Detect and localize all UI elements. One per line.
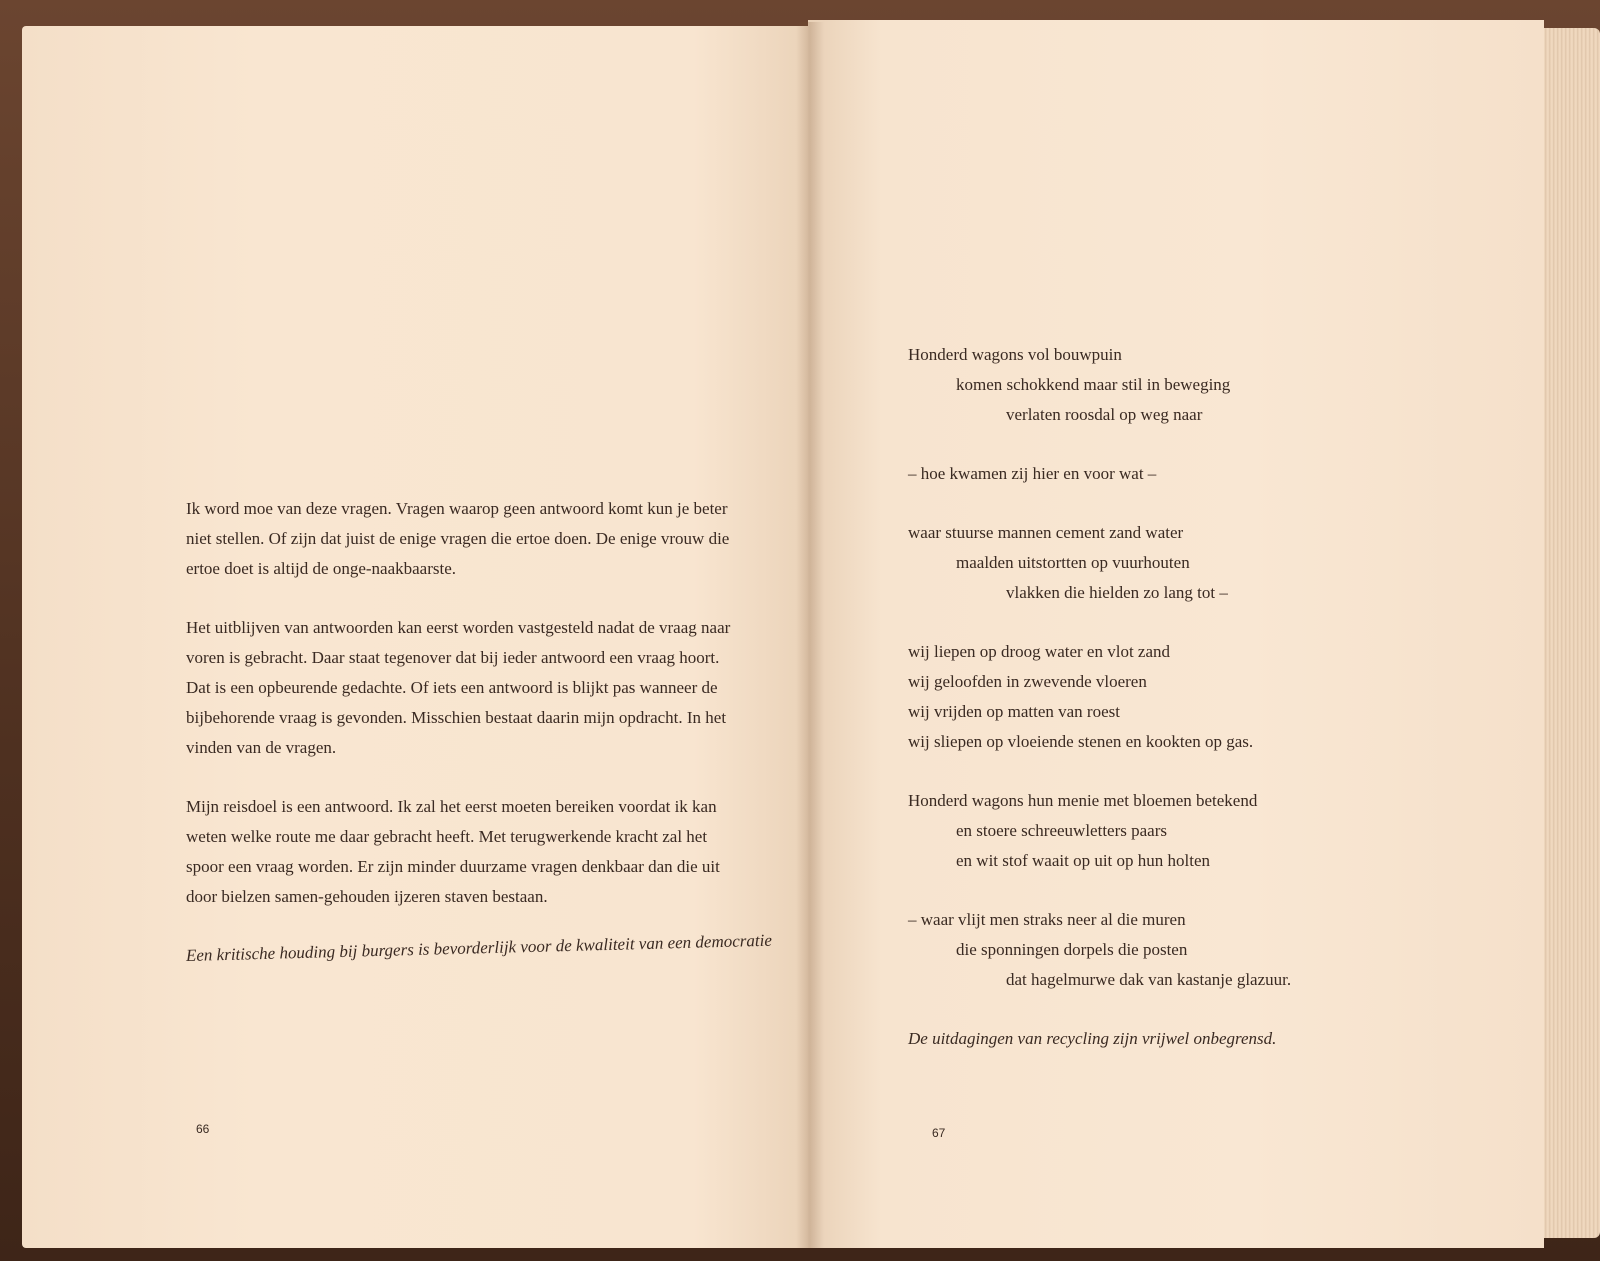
poem-line: verlaten roosdal op weg naar <box>1006 405 1203 424</box>
page-number-left: 66 <box>196 1122 210 1136</box>
page-number-right: 67 <box>932 1126 946 1140</box>
poem-line: Honderd wagons vol bouwpuin <box>908 345 1122 364</box>
stanza <box>908 340 1428 430</box>
poem-line: die sponningen dorpels die posten <box>956 940 1188 959</box>
poem-line: en stoere schreeuwletters paars <box>956 821 1167 840</box>
poem-line: wij geloofden in zwevende vloeren <box>908 672 1147 691</box>
poem-line: wij vrijden op matten van roest <box>908 702 1120 721</box>
stanza <box>908 459 1428 489</box>
poem-line: dat hagelmurwe dak van kastanje glazuur. <box>1006 970 1292 989</box>
poem-line: maalden uitstortten op vuurhouten <box>956 553 1190 572</box>
poem-line: wij sliepen op vloeiende stenen en kookten op gas. <box>908 732 1254 751</box>
book-spine <box>796 22 824 1248</box>
left-motto: Een kritische houding bij burgers is bevorderlijk voor de kwaliteit van een democratie <box>185 930 773 965</box>
poem-line: waar stuurse mannen cement zand water <box>908 523 1184 542</box>
stanza <box>908 786 1428 876</box>
poem-line: komen schokkend maar stil in beweging <box>956 375 1231 394</box>
poem <box>908 340 1428 1054</box>
stanza <box>908 518 1428 608</box>
paragraph: Mijn reisdoel is een antwoord. Ik zal het eerst moeten bereiken voordat ik kan weten welke route me daar gebracht heeft. Met terugwerkende kracht zal het spoor een vraag worden. Er zijn minder duurzame vragen denkbaar dan die uit door bielzen samen-gehouden ijzeren staven bestaan. <box>186 797 720 906</box>
poem-line: vlakken die hielden zo lang tot – <box>1006 583 1228 602</box>
poem-line: – waar vlijt men straks neer al die muren <box>908 910 1186 929</box>
left-page-text <box>185 494 773 971</box>
paragraph: Het uitblijven van antwoorden kan eerst worden vastgesteld nadat de vraag naar voren is gebracht. Daar staat tegenover dat bij ieder antwoord een vraag hoort. Dat is een opbeurende gedachte. Of iets een antwoord is blijkt pas wanneer de bijbehorende vraag is gevonden. Misschien bestaat daarin mijn opdracht. In het vinden van de vragen. <box>186 618 731 757</box>
poem-line: wij liepen op droog water en vlot zand <box>908 642 1171 661</box>
right-motto: De uitdagingen van recycling zijn vrijwel onbegrensd. <box>908 1029 1277 1048</box>
stanza <box>908 905 1428 995</box>
poem-line: Honderd wagons hun menie met bloemen betekend <box>908 791 1258 810</box>
paragraph: Ik word moe van deze vragen. Vragen waarop geen antwoord komt kun je beter niet stellen. Of zijn dat juist de enige vragen die ertoe doen. De enige vrouw die ertoe doet is altijd de onge-naakbaarste. <box>186 499 730 578</box>
poem-line: – hoe kwamen zij hier en voor wat – <box>908 464 1157 483</box>
page-edges <box>1538 28 1600 1238</box>
poem-line: en wit stof waait op uit op hun holten <box>956 851 1211 870</box>
stanza <box>908 637 1428 757</box>
